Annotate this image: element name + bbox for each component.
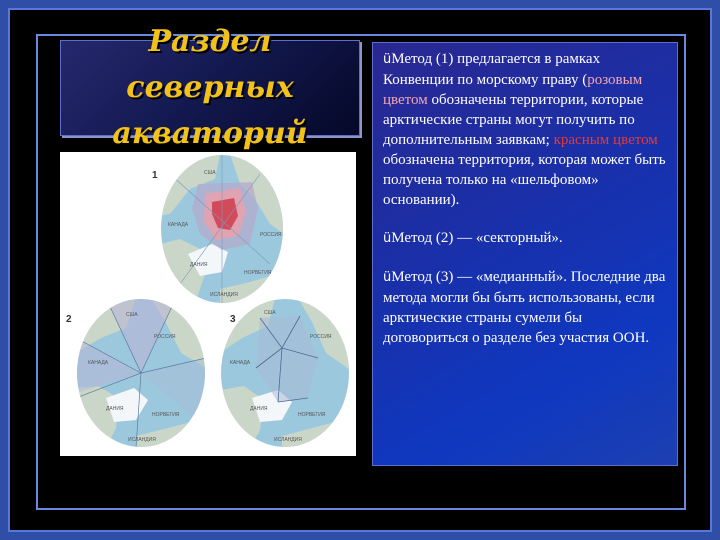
text-panel <box>372 42 678 466</box>
map-1-label-usa: США <box>204 170 216 176</box>
check-icon: ü <box>383 270 392 285</box>
map-2-label-russia: РОССИЯ <box>154 334 176 340</box>
method-2-text: Метод (2) — «секторный». <box>391 230 563 246</box>
map-2-label-norway: НОРВЕГИЯ <box>152 412 180 418</box>
map-3-label-norway: НОРВЕГИЯ <box>298 412 326 418</box>
map-2-label-denmark: ДАНИЯ <box>106 406 124 412</box>
method-1-red-highlight: красным цветом <box>553 132 658 148</box>
slide-title <box>61 19 359 157</box>
method-1-paragraph <box>383 49 669 210</box>
method-2-paragraph <box>383 228 669 249</box>
map-3-label-canada: КАНАДА <box>230 360 251 366</box>
method-1-text-a: Метод (1) предлагается в рамках Конвенции по морскому праву ( <box>383 51 601 88</box>
check-icon: ü <box>383 231 392 246</box>
map-2-label-usa: США <box>126 312 138 318</box>
map-3-number: 3 <box>230 314 236 325</box>
map-1-label-iceland: ИСЛАНДИЯ <box>210 292 238 298</box>
check-icon: ü <box>383 52 392 67</box>
method-1-text-b: обозначены территории, которые арктические страны могут получить по дополнительным заявкам; <box>383 92 644 148</box>
map-1-label-norway: НОРВЕГИЯ <box>244 270 272 276</box>
map-1 <box>160 154 284 304</box>
maps-panel <box>60 152 356 456</box>
map-2-number: 2 <box>66 314 72 325</box>
method-3-text: Метод (3) — «медианный». Последние два метода могли бы быть использованы, если арктические страны сумели бы договориться о разделе без участия ООН. <box>383 269 666 346</box>
map-3 <box>220 298 350 448</box>
title-box <box>60 24 360 151</box>
map-3-label-denmark: ДАНИЯ <box>250 406 268 412</box>
map-3-label-usa: США <box>264 310 276 316</box>
title-line-1: Раздел северных <box>126 24 294 105</box>
map-2-label-canada: КАНАДА <box>88 360 109 366</box>
map-3-label-iceland: ИСЛАНДИЯ <box>274 437 302 443</box>
map-1-label-russia: РОССИЯ <box>260 232 282 238</box>
map-2 <box>76 298 206 448</box>
map-1-number: 1 <box>152 170 158 181</box>
title-line-2: акваторий <box>112 116 308 151</box>
method-1-pink-highlight: розовым цветом <box>383 72 643 108</box>
map-2-label-iceland: ИСЛАНДИЯ <box>128 437 156 443</box>
map-1-label-denmark: ДАНИЯ <box>190 262 208 268</box>
method-1-text-c: обозначена территория, которая может быть получена только на «шельфовом» основании). <box>383 152 666 208</box>
method-3-paragraph <box>383 267 669 348</box>
map-1-label-canada: КАНАДА <box>168 222 189 228</box>
map-3-label-russia: РОССИЯ <box>310 334 332 340</box>
